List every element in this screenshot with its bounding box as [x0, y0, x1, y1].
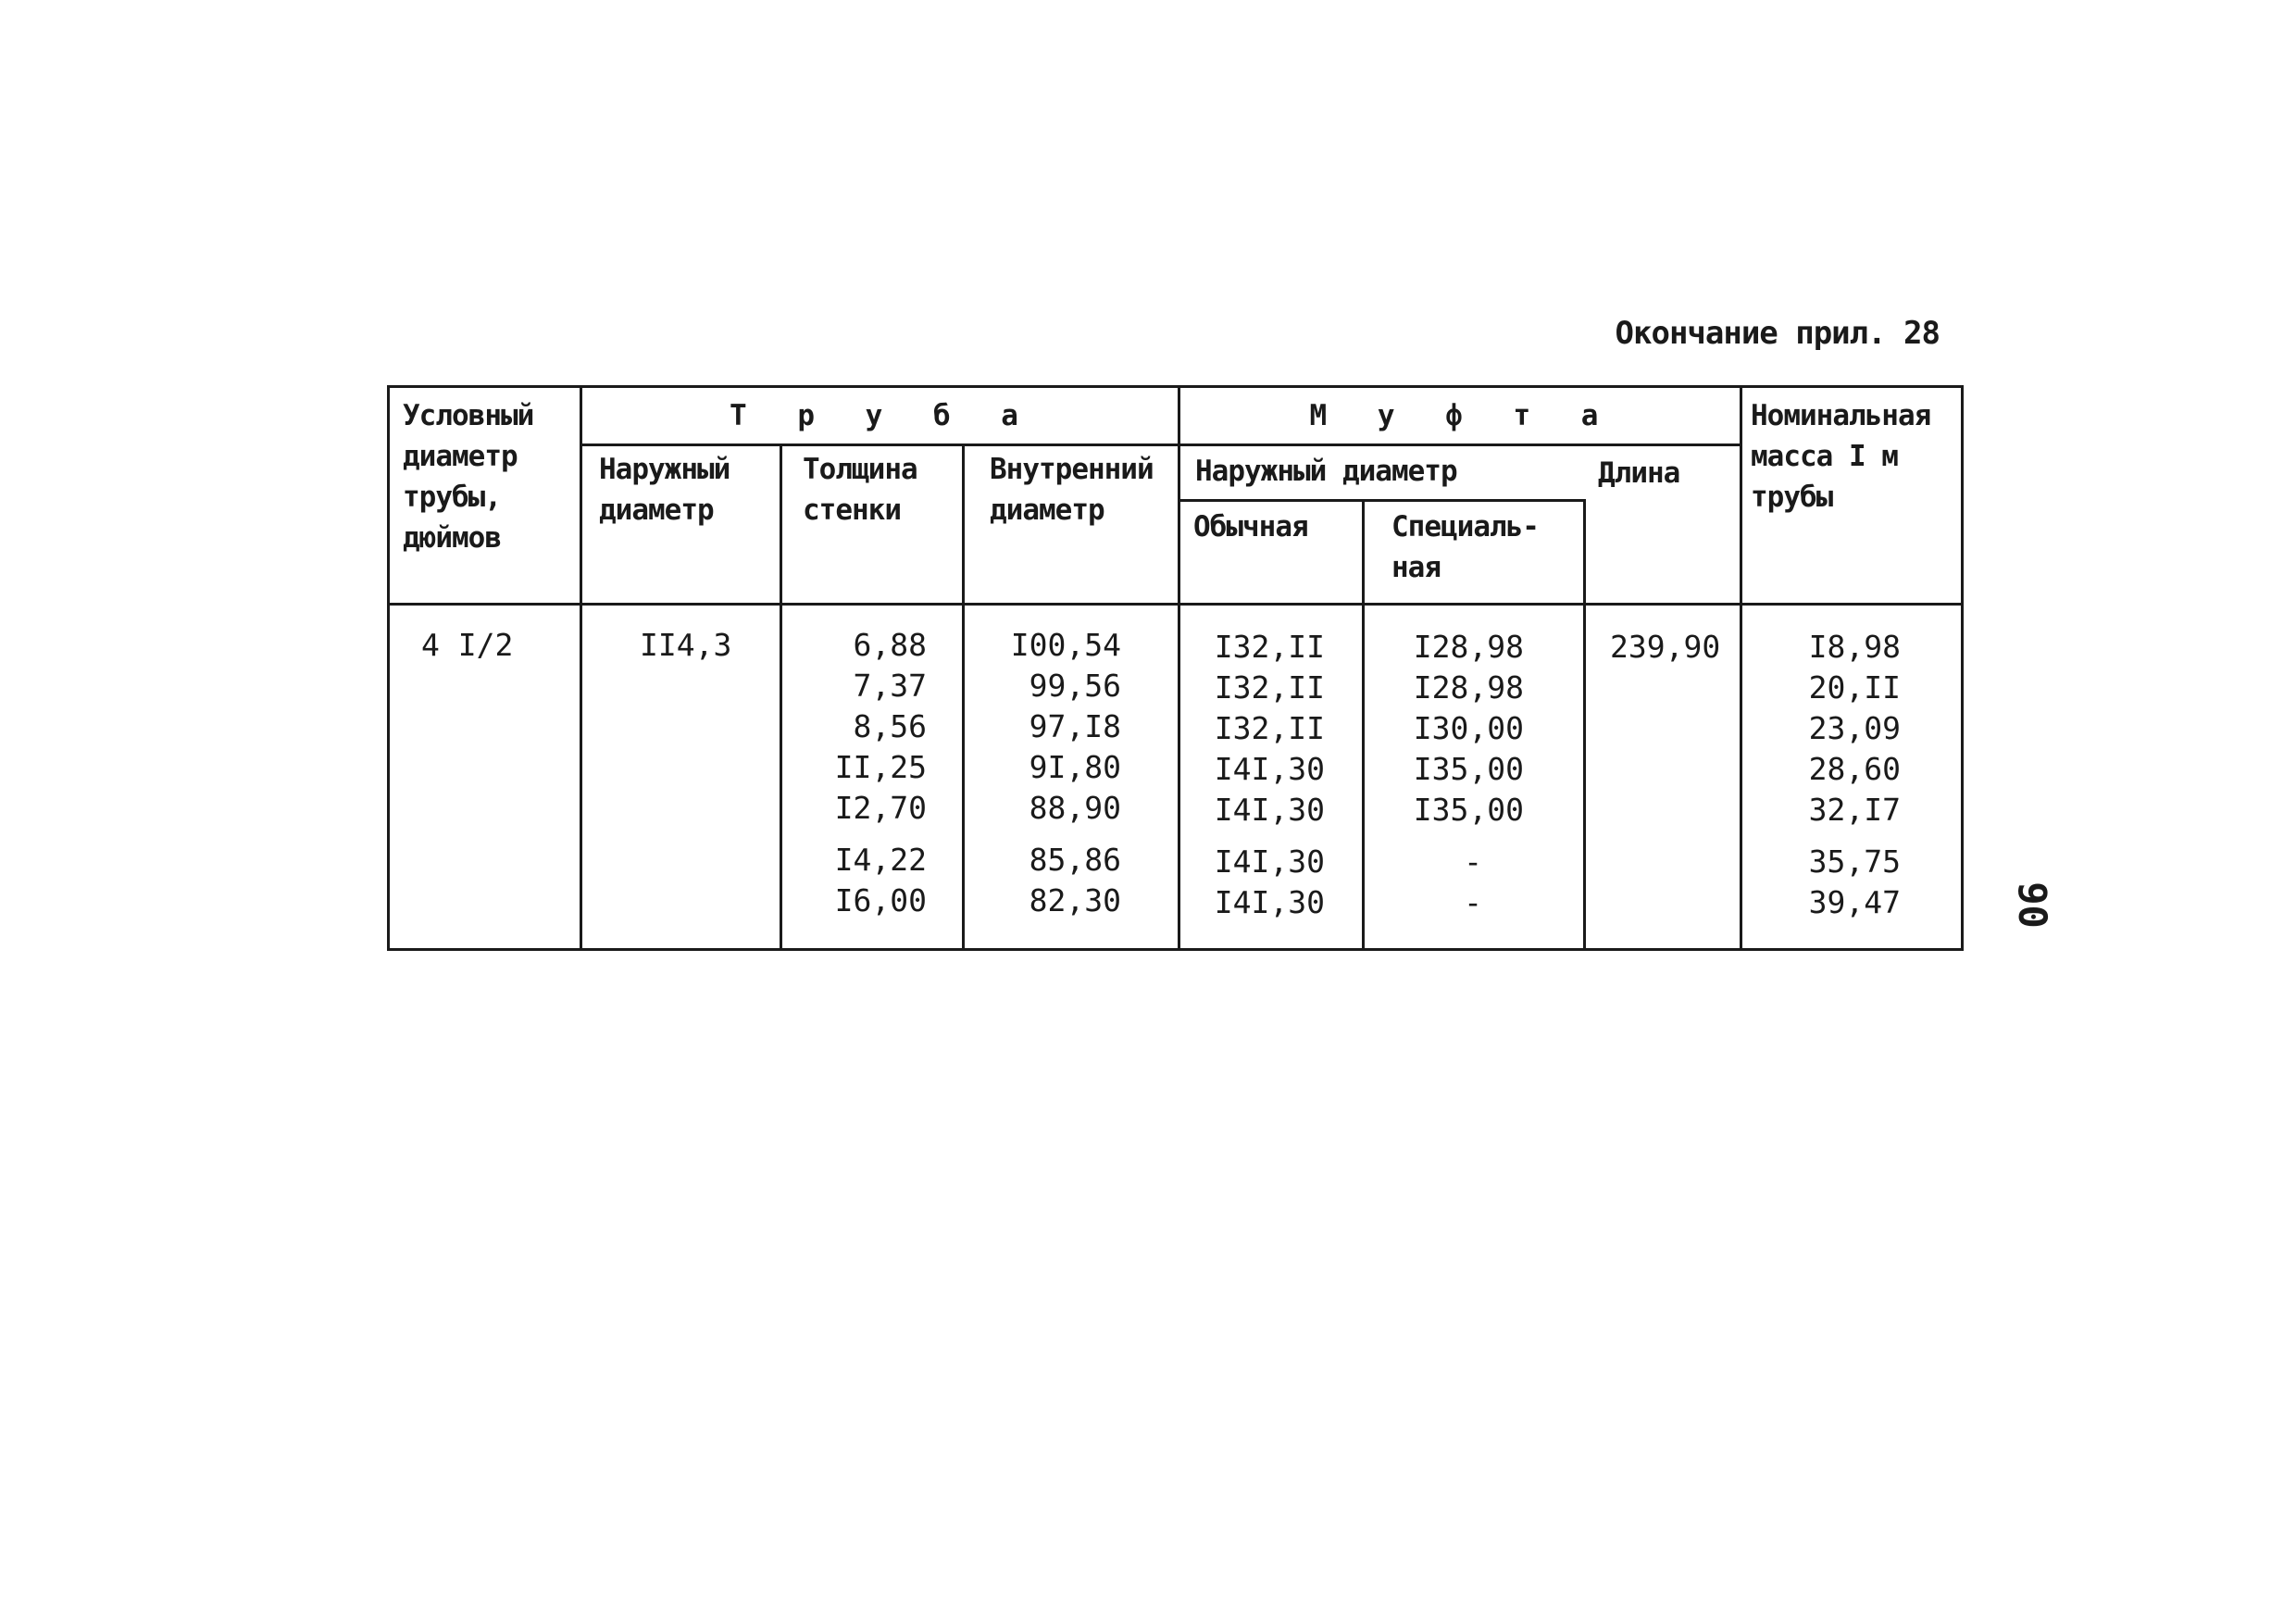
table-cell: I6,00 [834, 882, 927, 918]
column-coupling-regular [1200, 627, 1325, 923]
cell-coupling-length: 239,90 [1610, 629, 1721, 665]
table-cell: I32,II [1214, 629, 1325, 665]
table-cell: 32,I7 [1808, 792, 1901, 828]
header-nominal-mass: Номинальная масса I м трубы [1751, 399, 1931, 514]
table-cell: - [1464, 884, 1482, 920]
header-inner-diameter: Внутренний диаметр [990, 453, 1154, 527]
page-number: 90 [2009, 881, 2055, 929]
table-cell: I35,00 [1413, 792, 1524, 828]
table-cell: 85,86 [1029, 842, 1121, 878]
table-cell: 6,88 [853, 627, 927, 663]
table-cell: I35,00 [1413, 751, 1524, 787]
header-pipe-outer-diameter: Наружный диаметр [599, 453, 730, 527]
table-cell: 97,I8 [1029, 708, 1121, 744]
table-cell: II,25 [834, 749, 927, 785]
header-coupling-regular: Обычная [1193, 510, 1308, 543]
table-rule [1178, 388, 1180, 948]
table-cell: 88,90 [1029, 790, 1121, 826]
table-cell: I28,98 [1413, 669, 1524, 706]
table-rule [1740, 388, 1742, 948]
table-cell: I2,70 [834, 790, 927, 826]
table-cell: I28,98 [1413, 629, 1524, 665]
table-cell: 23,09 [1808, 710, 1901, 746]
table-cell: I4I,30 [1214, 751, 1325, 787]
table-rule [1362, 499, 1365, 948]
table-cell: I8,98 [1808, 629, 1901, 665]
table-cell: I4I,30 [1214, 843, 1325, 880]
table-cell: I32,II [1214, 710, 1325, 746]
table-rule [962, 443, 965, 948]
column-wall-thickness [825, 625, 927, 921]
table-rule [1178, 499, 1583, 502]
table-cell: 82,30 [1029, 882, 1121, 918]
header-coupling-outer-diameter: Наружный диаметр [1195, 455, 1457, 488]
table-cell: 35,75 [1808, 843, 1901, 880]
cell-nominal-diameter: 4 I/2 [421, 627, 514, 663]
table-cell: 8,56 [853, 708, 927, 744]
column-nominal-mass [1778, 627, 1901, 923]
header-wall-thickness: Толщина стенки [803, 453, 917, 527]
column-coupling-special [1399, 627, 1524, 923]
table-cell: 99,56 [1029, 668, 1121, 704]
header-coupling-length: Длина [1598, 456, 1680, 490]
header-pipe-group: Т р у б а [730, 399, 1035, 432]
table-cell: I4I,30 [1214, 792, 1325, 828]
table-cell: I30,00 [1413, 710, 1524, 746]
table-rule [580, 388, 582, 948]
table-cell: 7,37 [853, 668, 927, 704]
pipe-dimensions-table [387, 385, 1964, 951]
table-cell: 9I,80 [1029, 749, 1121, 785]
appendix-caption: Окончание прил. 28 [1615, 315, 1940, 352]
header-coupling-group: М у ф т а [1309, 399, 1616, 432]
header-coupling-special: Специаль- ная [1391, 510, 1539, 584]
table-cell: I32,II [1214, 669, 1325, 706]
table-rule [390, 603, 1961, 606]
table-rule [1583, 499, 1586, 948]
table-rule [780, 443, 782, 948]
cell-pipe-outer-diameter: II4,3 [640, 627, 732, 663]
table-cell: 20,II [1808, 669, 1901, 706]
header-nominal-diameter: Условный диаметр трубы, дюймов [403, 399, 534, 555]
table-cell: 28,60 [1808, 751, 1901, 787]
table-cell: I4,22 [834, 842, 927, 878]
table-cell: I4I,30 [1214, 884, 1325, 920]
table-rule [580, 443, 1740, 446]
column-inner-diameter [1001, 625, 1121, 921]
table-cell: 39,47 [1808, 884, 1901, 920]
table-cell: - [1464, 843, 1482, 880]
table-cell: I00,54 [1010, 627, 1121, 663]
